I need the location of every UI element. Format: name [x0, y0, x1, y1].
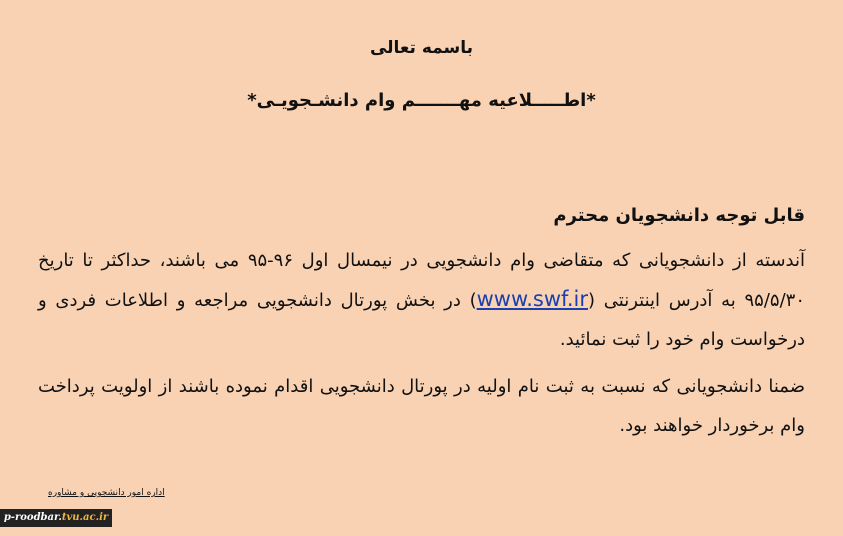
swf-link[interactable]: www.swf.ir	[476, 287, 589, 311]
paragraph-priority: ضمنا دانشجویانی که نسبت به ثبت نام اولیه در پورتال دانشجویی اقدام نموده باشند از اولویت پرداخت وام برخوردار خواهند بود.	[38, 376, 805, 436]
site-watermark	[0, 509, 112, 527]
paragraph-registration	[38, 241, 805, 359]
paragraph-registration-end: ) در بخش پورتال دانشجویی مراجعه و اطلاعات فردی و درخواست وام خود را ثبت نمائید.	[38, 290, 805, 350]
header-title: باسمه تعالی	[369, 38, 474, 58]
footer-office: اداره امور دانشجویی و مشاوره	[48, 488, 165, 498]
watermark-accent: tvu.ac.ir	[61, 512, 109, 523]
watermark-prefix: p-roodbar.	[3, 512, 62, 523]
paragraph-registration-start: آندسته از دانشجویانی که متقاضی وام دانشجویی در نیمسال اول ۹۶-۹۵ می باشند، حداکثر تا تاریخ ۹۵/۵/۳۰ به آدرس اینترنتی (	[38, 250, 805, 311]
salutation: قابل توجه دانشجویان محترم	[553, 205, 805, 226]
announcement-body	[38, 196, 805, 453]
announcement-title: *اطـــــلاعیه مهـــــــم وام دانشـجویـی*	[247, 90, 596, 111]
